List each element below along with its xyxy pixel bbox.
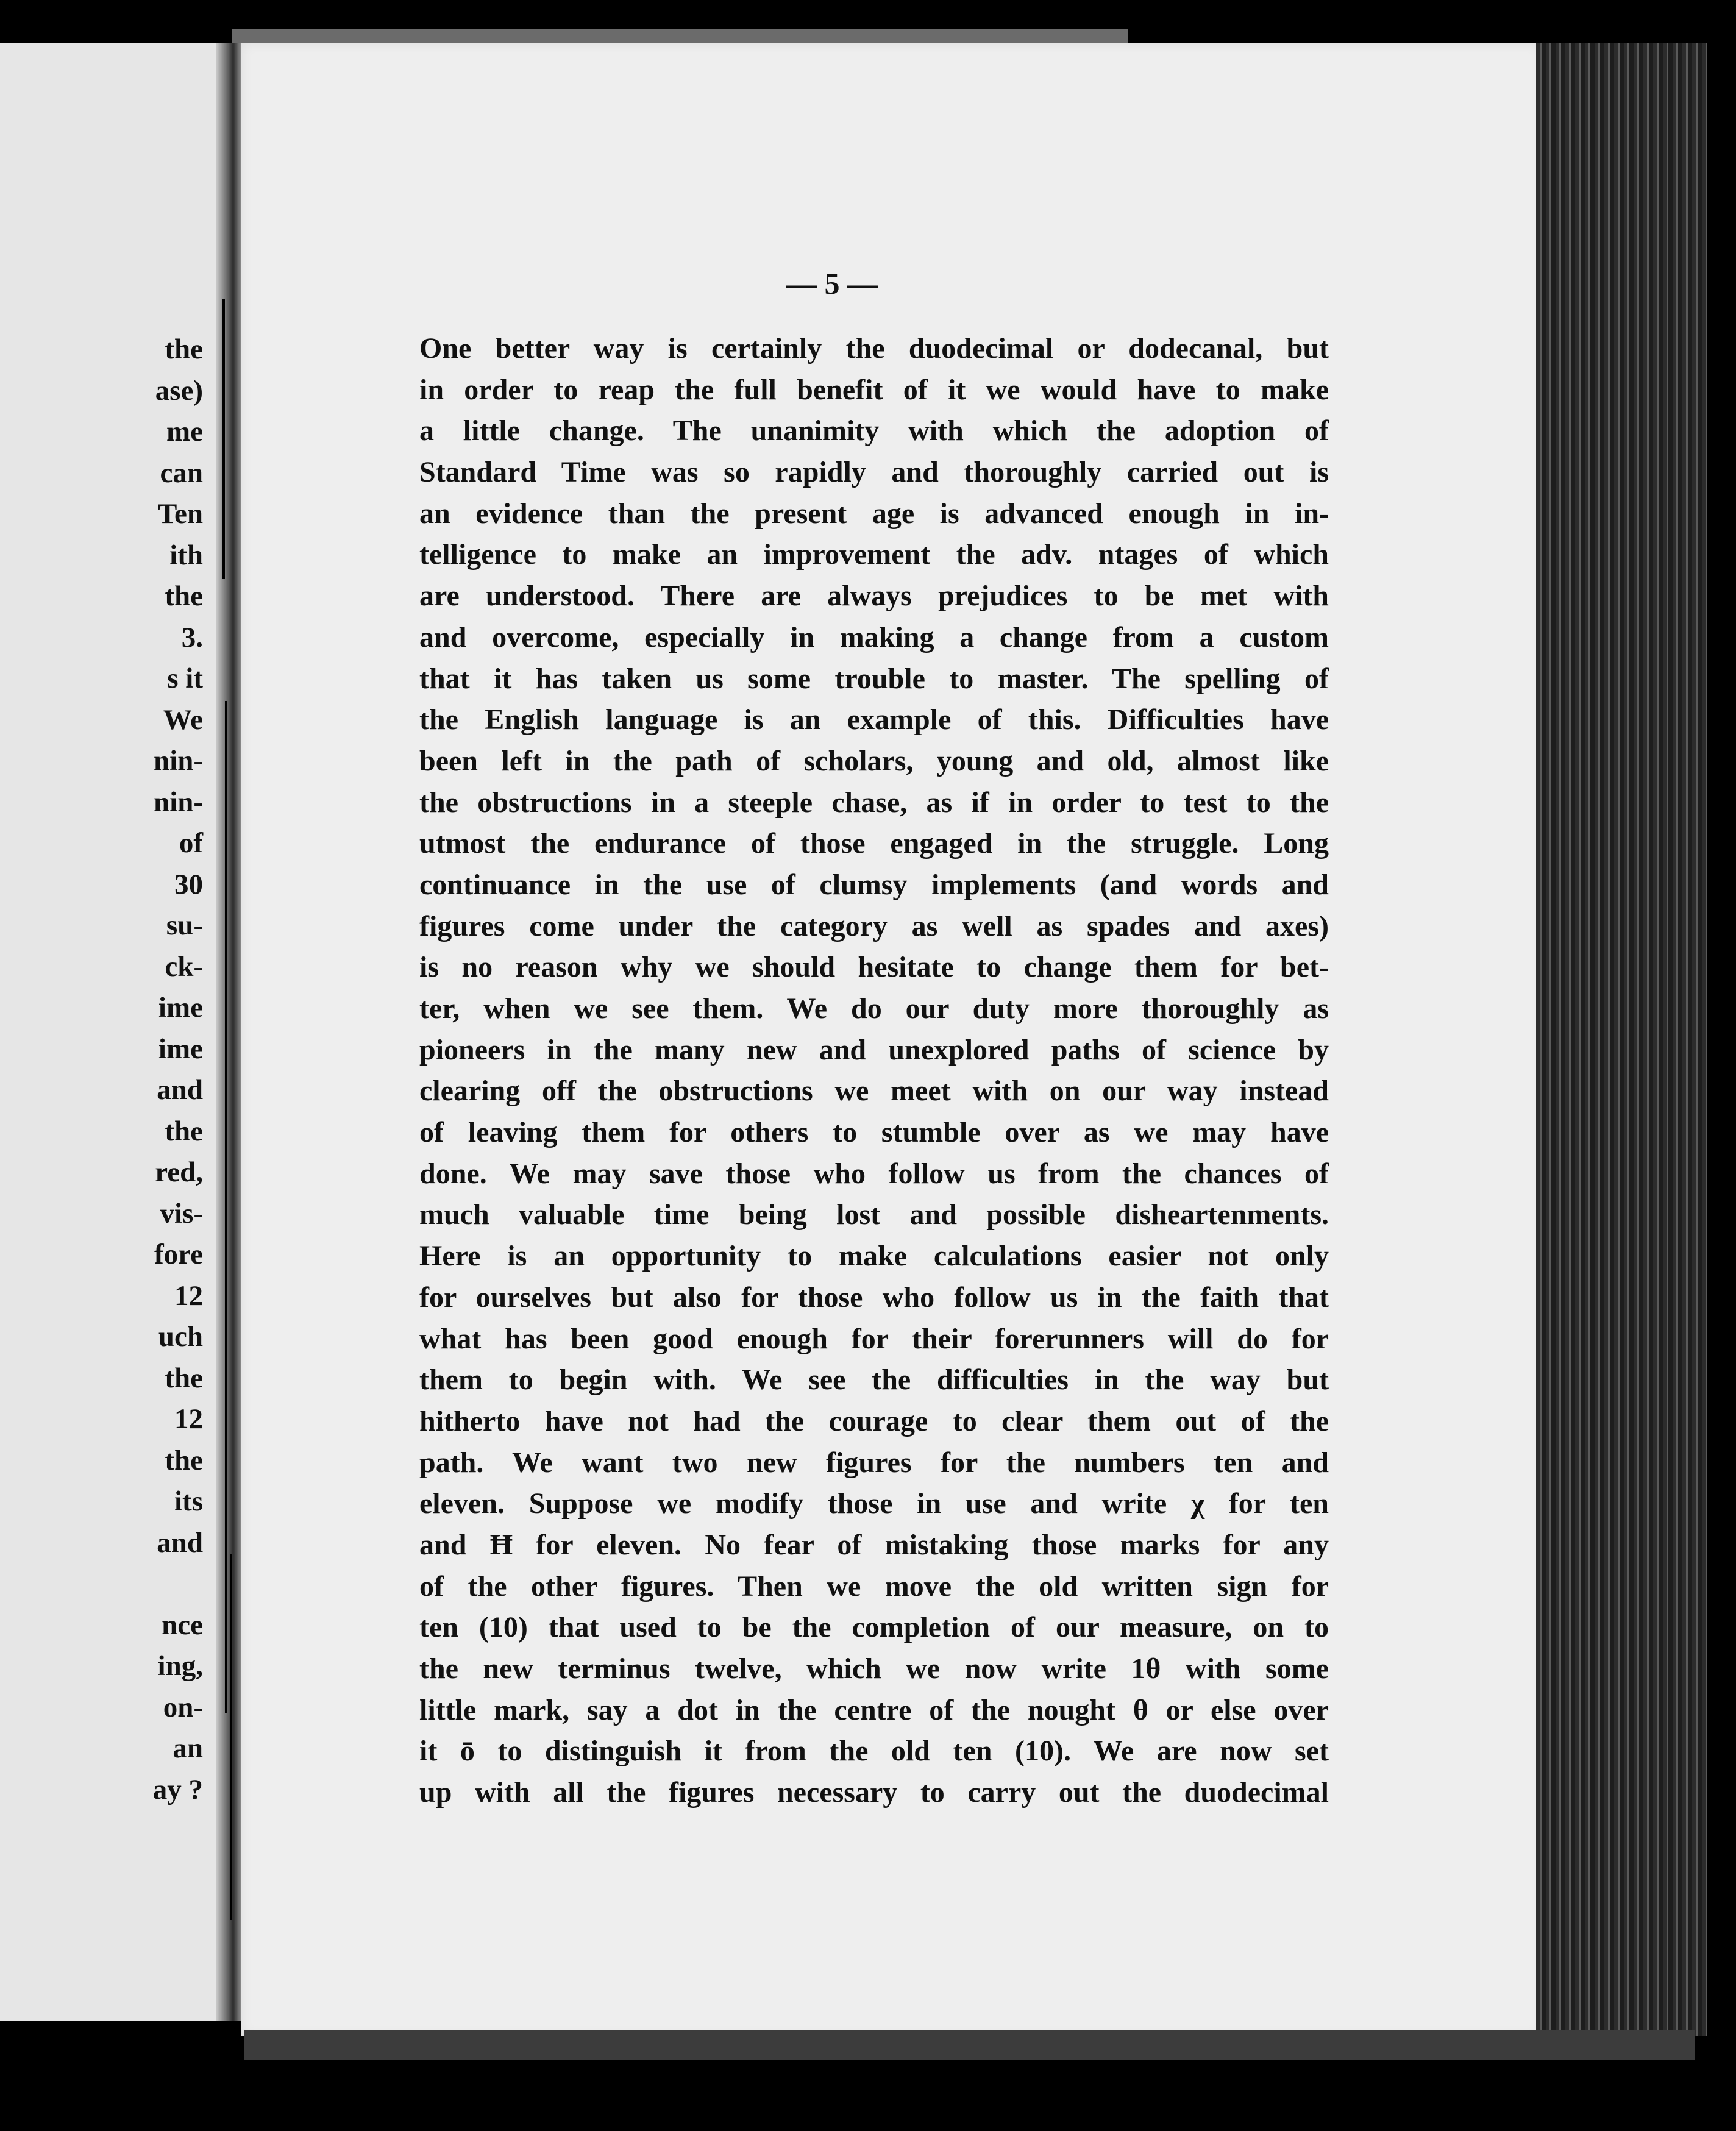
text-line: them to begin with. We see the difficulties in the way but	[419, 1364, 1329, 1396]
left-facing-page	[0, 43, 216, 2021]
left-line-fragment: its	[174, 1485, 203, 1517]
text-line: done. We may save those who follow us from the chances of	[419, 1157, 1329, 1190]
left-line-fragment: uch	[158, 1321, 203, 1353]
left-line-fragment: s it	[167, 663, 203, 694]
text-line: continuance in the use of clumsy implements (and words and	[419, 868, 1329, 901]
text-line: up with all the figures necessary to carry out the duodecimal	[419, 1776, 1329, 1809]
bottom-page-edge	[244, 2030, 1695, 2060]
page-edge-stack	[1536, 43, 1707, 2036]
gutter-shadow-line	[222, 299, 225, 579]
left-line-fragment: Ten	[157, 498, 203, 530]
text-line: ter, when we see them. We do our duty more thoroughly as	[419, 992, 1329, 1025]
left-line-fragment	[153, 1564, 203, 1605]
left-line-fragment: 12	[174, 1403, 203, 1435]
text-line: it ō to distinguish it from the old ten (10). We are now set	[419, 1735, 1329, 1768]
text-line: clearing off the obstructions we meet with on our way instead	[419, 1075, 1329, 1108]
left-line-fragment: nin-	[154, 745, 203, 777]
text-line: much valuable time being lost and possible disheartenments.	[419, 1198, 1329, 1231]
text-line: for ourselves but also for those who follow us in the faith that	[419, 1281, 1329, 1314]
text-line: is no reason why we should hesitate to change them for bet-	[419, 951, 1329, 984]
left-line-fragment: an	[173, 1732, 203, 1764]
left-line-fragment: me	[166, 416, 203, 447]
left-line-fragment: ith	[169, 539, 203, 571]
left-line-fragment: ck-	[165, 950, 203, 983]
text-line: ten (10) that used to be the completion of our measure, on to	[419, 1611, 1329, 1644]
left-line-fragment: red,	[155, 1156, 203, 1188]
text-line: what has been good enough for their forerunners will do for	[419, 1322, 1329, 1355]
left-line-fragment: 12	[174, 1279, 203, 1312]
text-line: and Ħ for eleven. No fear of mistaking those marks for any	[419, 1528, 1329, 1561]
text-line: little mark, say a dot in the centre of the nought θ or else over	[419, 1693, 1329, 1726]
left-line-fragment: ing,	[157, 1650, 203, 1682]
left-line-fragment: the	[165, 1362, 203, 1394]
text-line: eleven. Suppose we modify those in use and write χ for ten	[419, 1487, 1329, 1520]
left-line-fragment: of	[179, 827, 203, 859]
left-line-fragment: the	[165, 580, 203, 612]
text-line: the new terminus twelve, which we now write 1θ with some	[419, 1653, 1329, 1685]
text-line: hitherto have not had the courage to clear them out of the	[419, 1404, 1329, 1437]
text-line: been left in the path of scholars, young and old, almost like	[419, 744, 1329, 777]
left-line-fragment: We	[163, 703, 203, 736]
text-line: figures come under the category as well as spades and axes)	[419, 909, 1329, 942]
left-line-fragment: vis-	[160, 1197, 203, 1229]
text-line: utmost the endurance of those engaged in the struggle. Long	[419, 827, 1329, 860]
left-line-fragment: nce	[162, 1609, 203, 1641]
text-line: pioneers in the many new and unexplored paths of science by	[419, 1033, 1329, 1066]
left-line-fragment: 30	[174, 868, 203, 900]
text-line: Standard Time was so rapidly and thoroughly carried out is	[419, 456, 1329, 489]
text-line: the obstructions in a steeple chase, as if in order to test to the	[419, 786, 1329, 819]
text-line: Here is an opportunity to make calculations easier not only	[419, 1240, 1329, 1273]
left-line-fragment: on-	[163, 1691, 203, 1723]
left-line-fragment: and	[157, 1526, 203, 1559]
left-line-fragment: 3.	[181, 621, 203, 653]
left-line-fragment: the	[165, 1444, 203, 1476]
body-text	[419, 328, 1329, 1813]
left-line-fragment: the	[165, 333, 203, 365]
text-line: and overcome, especially in making a change from a custom	[419, 621, 1329, 653]
left-line-fragment: ay ?	[152, 1773, 203, 1805]
text-line: in order to reap the full benefit of it we would have to make	[419, 373, 1329, 406]
gutter-shadow-line	[230, 1554, 232, 1920]
left-line-fragment: and	[157, 1074, 203, 1106]
left-line-fragment: the	[165, 1115, 203, 1147]
text-line: are understood. There are always prejudices to be met with	[419, 580, 1329, 613]
gutter-shadow-line	[225, 701, 227, 1713]
text-line: the English language is an example of this. Difficulties have	[419, 703, 1329, 736]
left-page-text-fragments	[153, 329, 203, 1810]
text-line: path. We want two new figures for the numbers ten and	[419, 1446, 1329, 1479]
text-line: telligence to make an improvement the adv. ntages of which	[419, 538, 1329, 571]
left-line-fragment: nin-	[154, 786, 203, 818]
text-line: One better way is certainly the duodecimal or dodecanal, but	[419, 332, 1329, 365]
left-line-fragment: ime	[158, 1033, 203, 1065]
text-line: of leaving them for others to stumble over as we may have	[419, 1116, 1329, 1149]
text-line: an evidence than the present age is advanced enough in in-	[419, 497, 1329, 530]
left-line-fragment: ime	[158, 992, 203, 1023]
text-line: that it has taken us some trouble to master. The spelling of	[419, 662, 1329, 695]
left-line-fragment: fore	[154, 1239, 203, 1270]
top-page-edge	[232, 29, 1128, 43]
text-line: of the other figures. Then we move the old written sign for	[419, 1570, 1329, 1603]
page-number: — 5 —	[786, 266, 878, 301]
left-line-fragment: can	[160, 457, 203, 489]
left-line-fragment: su-	[166, 909, 203, 941]
text-line: a little change. The unanimity with which the adoption of	[419, 414, 1329, 447]
left-line-fragment: ase)	[155, 374, 203, 407]
